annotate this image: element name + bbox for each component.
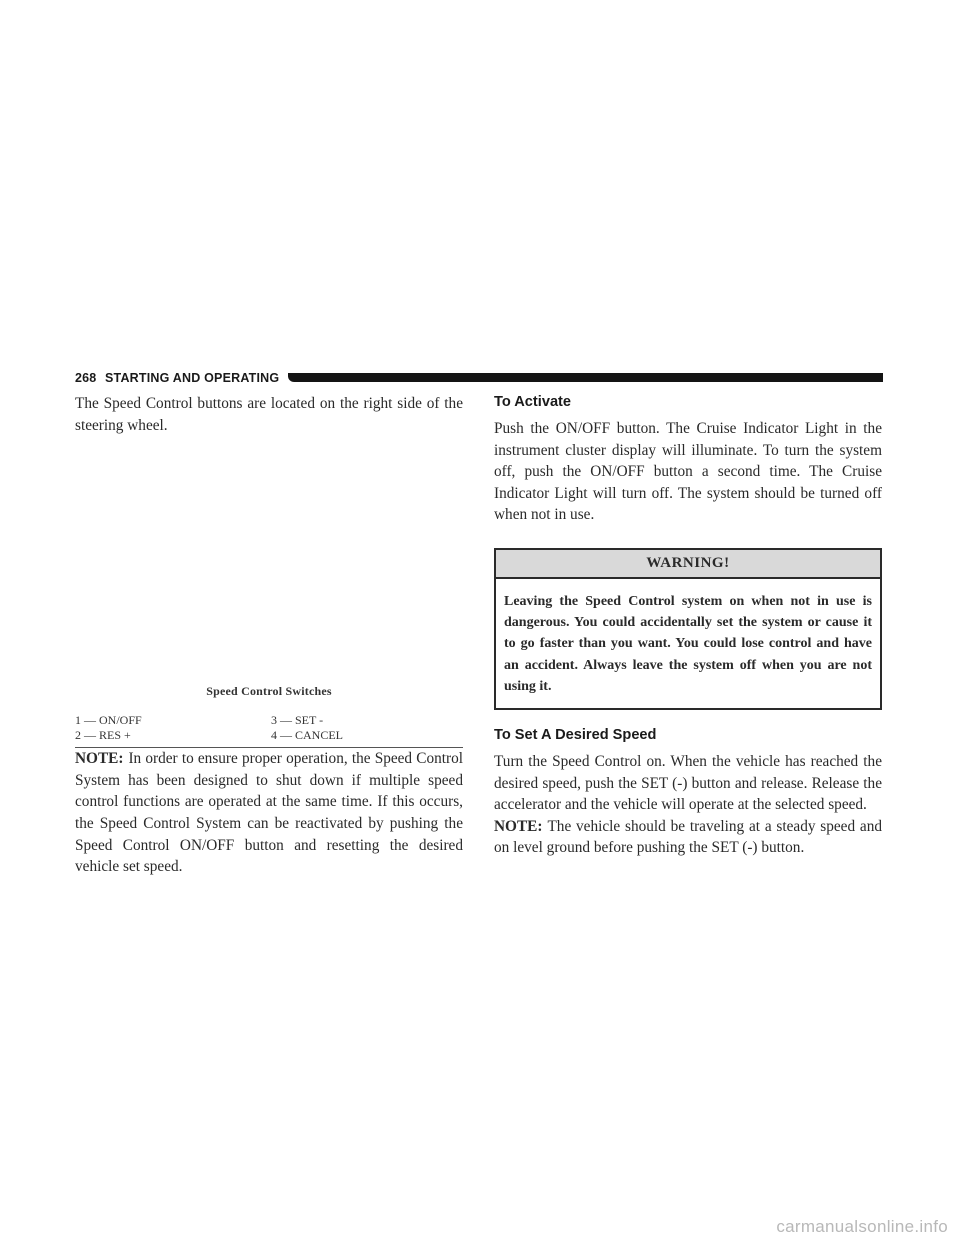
legend-item-2: 2 — RES + (75, 728, 131, 743)
header-rule (288, 373, 883, 382)
figure-caption: Speed Control Switches (206, 684, 332, 699)
set-speed-note-text: The vehicle should be traveling at a steady speed and on level ground before pushing the SET (-) button. (494, 817, 882, 857)
legend-item-1: 1 — ON/OFF (75, 713, 142, 728)
note-text: In order to ensure proper operation, the Speed Control System has been designed to shut down if multiple speed control functions are operated at the same time. If this occurs, the Speed Control System can be reactivated by pushing the Speed Control ON/OFF button and resetting the desired vehicle set speed. (75, 750, 463, 876)
figure-legend (75, 713, 463, 748)
left-column (75, 393, 463, 878)
legend-item-3: 3 — SET - (271, 713, 324, 728)
page-number: 268 (75, 371, 97, 385)
watermark-text: carmanualsonline.info (776, 1217, 948, 1236)
section-title: STARTING AND OPERATING (105, 371, 280, 385)
warning-text: Leaving the Speed Control system on when not in use is dangerous. You could accidentally set the system or cause it to go faster than you want. You could lose control and have an accident. Always leave the system off when you are not using it. (504, 593, 872, 694)
note-paragraph (75, 748, 463, 878)
activate-paragraph: Push the ON/OFF button. The Cruise Indicator Light in the instrument cluster display will illuminate. To turn the system off, push the ON/OFF button a second time. The Cruise Indicator Light will turn off. The system should be turned off when not in use. (494, 420, 882, 524)
warning-box (494, 548, 882, 710)
set-speed-note-label: NOTE: (494, 817, 543, 835)
note-label: NOTE: (75, 750, 124, 768)
figure-area (75, 436, 463, 684)
set-speed-note (494, 816, 882, 859)
warning-title: WARNING! (496, 550, 880, 579)
legend-item-4: 4 — CANCEL (271, 728, 343, 743)
intro-paragraph: The Speed Control buttons are located on the right side of the steering wheel. (75, 395, 463, 434)
page-header (75, 369, 883, 385)
heading-set-desired-speed: To Set A Desired Speed (494, 726, 657, 743)
right-column (494, 393, 882, 859)
set-speed-paragraph: Turn the Speed Control on. When the vehicle has reached the desired speed, push the SET (-) button and release. Release the accelerator and the vehicle will operate at the selected speed. (494, 752, 882, 814)
heading-to-activate: To Activate (494, 394, 572, 410)
